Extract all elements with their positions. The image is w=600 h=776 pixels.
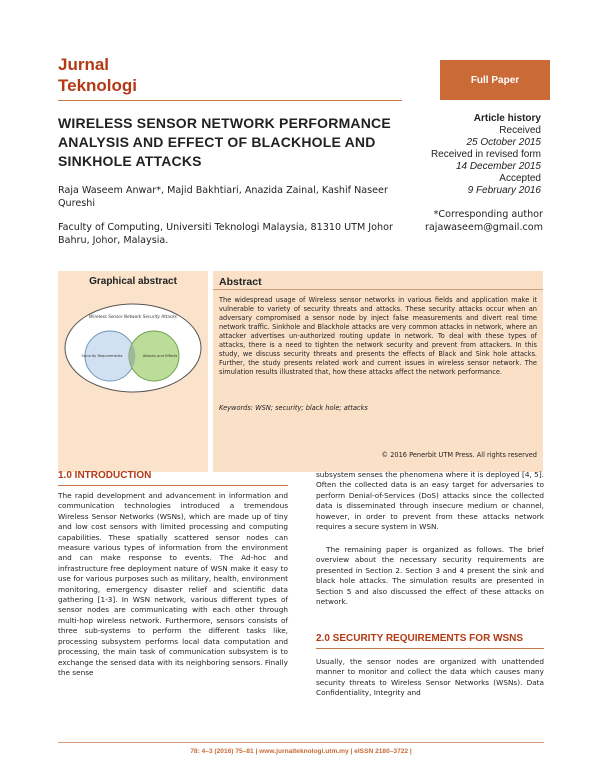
received-label: Received bbox=[499, 125, 541, 136]
received-date: 25 October 2015 bbox=[466, 137, 541, 148]
section-1-divider bbox=[58, 485, 288, 486]
full-paper-badge: Full Paper bbox=[440, 60, 550, 100]
footer-divider bbox=[58, 742, 544, 743]
diagram-right-label: Attacks and Effects bbox=[142, 354, 178, 358]
intro-paragraph: The rapid development and advancement in information and communication technologies introduced a tremendous Wireless Sensor Networks (WSNs), which are made up of tiny and low cost sensors with limited processing and computing capabilities. These spatially scattered sensor nodes can measure various types of information from the environment and can make response to events. The Ad-hoc and infrastructure free deployment nature of WSN make it easy to use for various purposes such as military, health, environment monitoring, emergency disaster relief and scientific data gathering [1-3]. In WSN network, various different types of sensor nodes are communicating with each other through multi-hop wireless network. Furthermore, sensors consists of three sub-systems to perform the different tasks like, processing subsystem performs local data computation and processing, the main task of communication subsystem is to exchange the sensed data with its neighboring sensors. Finally the sense bbox=[58, 491, 288, 677]
history-heading: Article history bbox=[473, 113, 541, 124]
revised-label: Received in revised form bbox=[430, 149, 541, 160]
journal-name-line1: Jurnal bbox=[58, 55, 110, 74]
graphical-abstract-diagram bbox=[60, 300, 206, 400]
right-column-paragraph-1: subsystem senses the phenomena where it is deployed [4, 5]. Often the collected data is an easy target for adversaries to perform Denial-of-Services (DoS) attacks since the collected data is disseminated through insecure medium or channel, however, in order to prevent from these attacks network requires a secure system in WSN. bbox=[316, 470, 544, 532]
header-divider bbox=[58, 100, 402, 101]
section-2-divider bbox=[316, 648, 544, 649]
abstract-divider bbox=[213, 289, 543, 290]
diagram-title: Wireless Sensor Network Security Attacks bbox=[89, 314, 177, 319]
diagram-left-label: Security Requirements bbox=[81, 354, 123, 358]
section-2-heading: 2.0 SECURITY REQUIREMENTS FOR WSNS bbox=[316, 633, 524, 644]
journal-name bbox=[58, 54, 137, 96]
graphical-abstract-heading: Graphical abstract bbox=[89, 276, 177, 287]
revised-date: 14 December 2015 bbox=[455, 161, 541, 172]
abstract-heading: Abstract bbox=[219, 276, 262, 288]
corresponding-author bbox=[400, 208, 543, 234]
article-title: WIRELESS SENSOR NETWORK PERFORMANCE ANALYSIS AND EFFECT OF BLACKHOLE AND SINKHOLE ATTACKS bbox=[58, 115, 391, 169]
article-history bbox=[400, 113, 541, 197]
section-1-heading: 1.0 INTRODUCTION bbox=[58, 470, 152, 481]
abstract-text: The widespread usage of Wireless sensor networks in various fields and application make it vulnerable to variety of security threats and attacks. These security attacks occur when an adversary compromised a sensor node by inject false measurements and divert real time network traffic. Sinkhole and Blackhole attacks are very common attacks in network, where an attacker advertises un-authorized routing update in network. To deal with these types of attacks, there is a need to tighten the network security and prevent from attackers. In this study, we discuss security threats and presents the effects of Black and Sink hole attacks. Further, the study presents related work and current issues in wireless sensor network. The simulation results illustrated that, how these attacks affect the network performance. bbox=[219, 296, 537, 376]
journal-name-line2: Teknologi bbox=[58, 76, 138, 95]
corresponding-label: *Corresponding author bbox=[433, 209, 543, 220]
keywords: Keywords: WSN; security; black hole; attacks bbox=[219, 404, 368, 412]
accepted-date: 9 February 2016 bbox=[467, 185, 541, 196]
affiliation: Faculty of Computing, Universiti Teknologi Malaysia, 81310 UTM Johor Bahru, Johor, Malaysia. bbox=[58, 222, 393, 246]
right-column-paragraph-2: The remaining paper is organized as follows. The brief overview about the necessary security requirements are presented in Section 2. Section 3 and 4 present the sink and black hole attacks. The simulation results are presented in Section 5 and also discussed the effect of these attacks on network. bbox=[316, 545, 544, 607]
corresponding-email[interactable]: rajawaseem@gmail.com bbox=[424, 222, 543, 233]
section-2-paragraph: Usually, the sensor nodes are organized with unattended manner to monitor and collect the data which causes many security threats to Wireless Sensor Networks (WSNs). Data Confidentiality, Integrity and bbox=[316, 657, 544, 698]
accepted-label: Accepted bbox=[499, 173, 541, 184]
authors: Raja Waseem Anwar*, Majid Bakhtiari, Anazida Zainal, Kashif Naseer Qureshi bbox=[58, 185, 388, 209]
copyright: © 2016 Penerbit UTM Press. All rights reserved bbox=[381, 451, 537, 459]
page-footer: 78: 4–3 (2016) 75–81 | www.jurnalteknologi.utm.my | eISSN 2180–3722 | bbox=[190, 748, 412, 755]
